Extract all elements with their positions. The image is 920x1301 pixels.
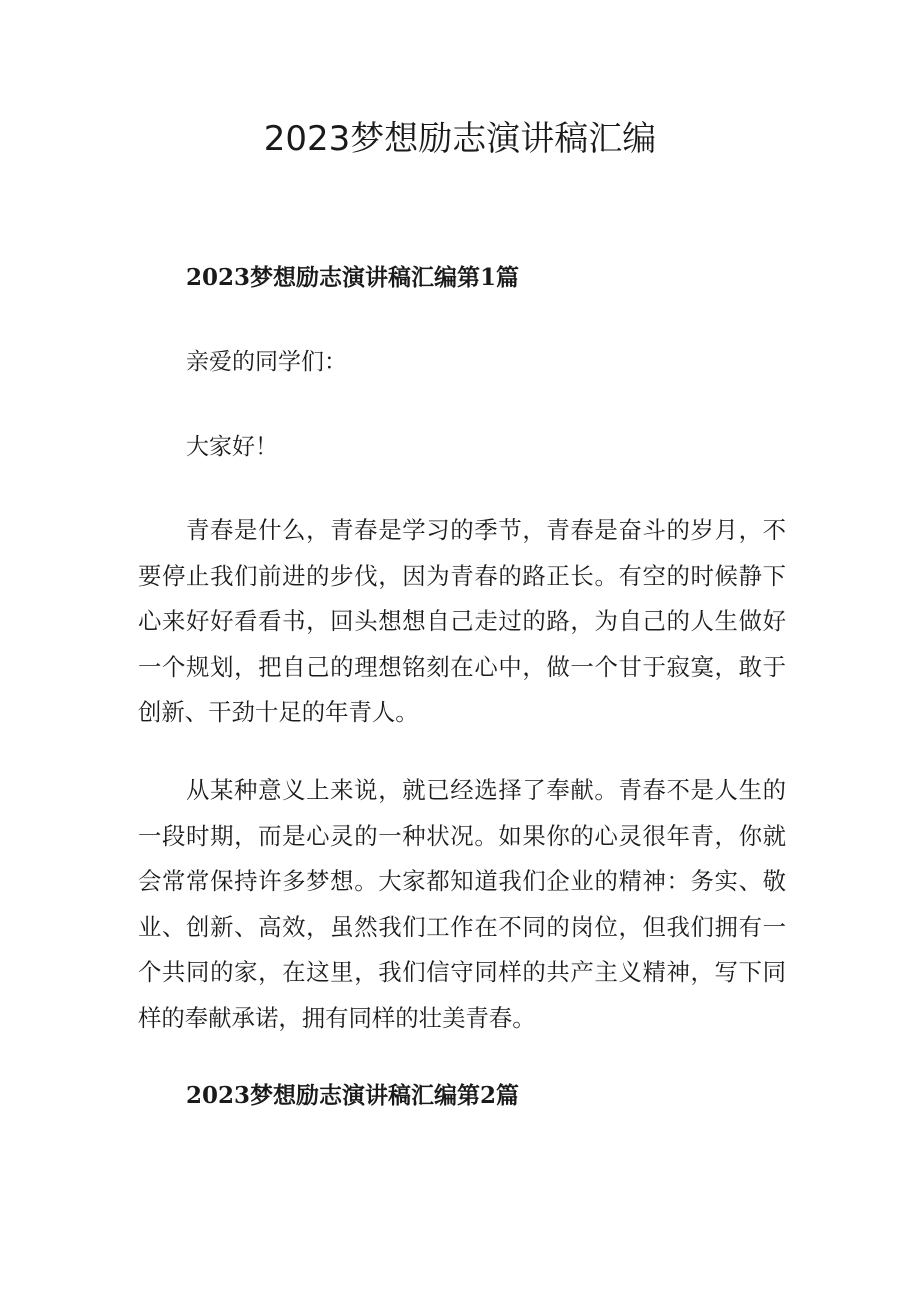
- section-heading-1: 2023梦想励志演讲稿汇编第1篇: [186, 264, 520, 291]
- paragraph-2: 从某种意义上来说，就已经选择了奉献。青春不是人生的一段时期，而是心灵的一种状况。如果你的心灵很年青，你就会常常保持许多梦想。大家都知道我们企业的精神：务实、敬业、创新、高效，虽然我们工作在不同的岗位，但我们拥有一个共同的家，在这里，我们信守同样的共产主义精神，写下同样的奉献承诺，拥有同样的壮美青春。: [138, 776, 786, 1032]
- salutation: 亲爱的同学们：: [186, 349, 347, 375]
- section-heading-2: 2023梦想励志演讲稿汇编第2篇: [186, 1082, 520, 1109]
- paragraph-1: 青春是什么，青春是学习的季节，青春是奋斗的岁月，不要停止我们前进的步伐，因为青春的路正长。有空的时候静下心来好好看看书，回头想想自己走过的路，为自己的人生做好一个规划，把自己的理想铭刻在心中，做一个甘于寂寞，敢于创新、干劲十足的年青人。: [138, 516, 786, 726]
- greeting: 大家好！: [186, 434, 278, 460]
- document-title: 2023梦想励志演讲稿汇编: [263, 119, 657, 159]
